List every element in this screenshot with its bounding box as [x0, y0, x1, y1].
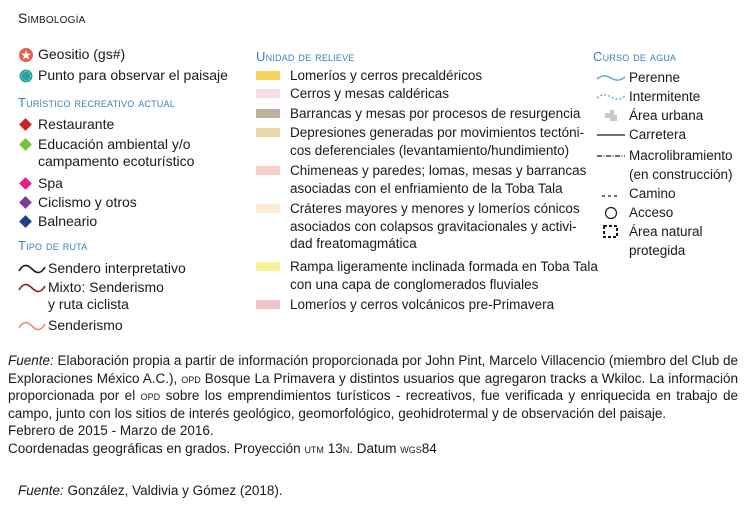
source-note	[8, 352, 738, 458]
relieve-label: cos deferenciales (levantamiento/hundimiento)	[290, 142, 570, 158]
relieve-item	[256, 85, 449, 103]
legend-title: Simbología	[18, 10, 86, 26]
projection-info: Coordenadas geográficas en grados. Proyección utm 13n. Datum wgs84	[8, 440, 437, 456]
relieve-item	[256, 105, 580, 123]
restaurant-icon	[19, 118, 32, 131]
relieve-swatch	[256, 109, 280, 118]
ruta-heading: Tipo de ruta	[18, 238, 88, 253]
legend-item-macrolibramiento: Macrolibramiento (en construcción)	[593, 146, 733, 184]
intermittent-stream-icon	[593, 87, 629, 106]
mixed-route-icon	[18, 279, 48, 296]
geosite-icon	[18, 46, 38, 63]
relieve-swatch	[256, 166, 280, 175]
relieve-label: Depresiones generadas por movimientos tectóni-	[290, 125, 585, 140]
relieve-label: Cráteres mayores y menores y lomeríos cónicos	[290, 201, 580, 216]
relieve-label: con una capa de conglomerados fluviales	[290, 276, 539, 292]
footer-source: Fuente: González, Valdivia y Gómez (2018).	[18, 483, 283, 498]
relieve-item	[256, 67, 482, 85]
legend-item-sendero-interpretativo: Sendero interpretativo	[18, 260, 186, 277]
relieve-item	[256, 258, 598, 293]
path-icon	[593, 184, 629, 203]
access-icon	[593, 203, 629, 222]
spa-icon	[19, 177, 32, 190]
curso-heading: Curso de agua	[593, 49, 677, 64]
relieve-swatch	[256, 71, 280, 80]
relieve-item	[256, 296, 554, 314]
relieve-swatch	[256, 262, 280, 271]
relieve-swatch	[256, 204, 280, 213]
relieve-label: dad freatomagmática	[290, 236, 417, 251]
road-icon	[593, 125, 629, 144]
interpretive-trail-icon	[18, 260, 48, 277]
legend-item-intermitente: Intermitente	[593, 87, 700, 106]
legend-item-area-urbana: Área urbana	[593, 106, 703, 125]
relieve-label: Chimeneas y paredes; lomas, mesas y barrancas	[290, 163, 587, 178]
protected-area-icon	[593, 222, 629, 241]
relieve-label: Lomeríos y cerros precaldéricos	[290, 68, 483, 83]
date-range: Febrero de 2015 - Marzo de 2016.	[8, 423, 214, 439]
relieve-label: asociadas con el enfriamiento de la Toba Tala	[290, 180, 563, 196]
legend-item-ciclismo: Ciclismo y otros	[18, 194, 137, 211]
legend-item-viewpoint: Punto para observar el paisaje	[18, 67, 228, 84]
legend-item-geosite: Geositio (gs#)	[18, 46, 125, 63]
hiking-route-icon	[18, 317, 48, 334]
spa-resort-icon	[19, 215, 32, 228]
relieve-item	[256, 162, 586, 197]
legend-item-area-natural: Área natural protegida	[593, 222, 703, 260]
legend-item-educacion: Educación ambiental y/o campamento ecoturístico	[18, 136, 218, 170]
viewpoint-icon	[18, 67, 38, 84]
legend-item-spa: Spa	[18, 175, 63, 192]
perennial-stream-icon	[593, 68, 629, 87]
relieve-swatch	[256, 128, 280, 137]
relieve-label: Barrancas y mesas por procesos de resurgencia	[290, 106, 581, 121]
legend-item-camino: Camino	[593, 184, 676, 203]
legend-item-acceso: Acceso	[593, 203, 673, 222]
legend-item-restaurante: Restaurante	[18, 116, 114, 133]
source-note-body: Fuente: Elaboración propia a partir de información proporcionada por John Pint, Marcelo Villacencio (miembro del Club de Exploraciones México A.C.), opd Bosque La Primavera y distintos usuarios que agregaron tracks a Wkiloc. La información proporcionada por el opd sobre los emprendimientos turísticos - recreativos, fue verificada y enriquecida en trabajo de campo, junto con los sitios de interés geológico, geomorfológico, geohidrotermal y de observación del paisaje.	[8, 353, 738, 421]
cycling-icon	[19, 196, 32, 209]
relieve-swatch	[256, 300, 280, 309]
relieve-item	[256, 124, 584, 159]
urban-area-icon	[593, 106, 629, 125]
macrolibramiento-icon	[593, 146, 629, 165]
legend-item-balneario: Balneario	[18, 213, 97, 230]
relieve-label: Lomeríos y cerros volcánicos pre-Primavera	[290, 297, 555, 312]
relieve-swatch	[256, 89, 280, 98]
legend-item-mixto: Mixto: Senderismo y ruta ciclista	[18, 279, 164, 313]
legend-item-perenne: Perenne	[593, 68, 680, 87]
legend-item-senderismo: Senderismo	[18, 317, 123, 334]
education-camp-icon	[19, 138, 32, 151]
relieve-heading: Unidad de relieve	[256, 49, 355, 64]
relieve-label: Cerros y mesas caldéricas	[290, 86, 450, 101]
relieve-label: Rampa ligeramente inclinada formada en Toba Tala	[290, 259, 598, 274]
relieve-item	[256, 200, 580, 253]
legend-item-carretera: Carretera	[593, 125, 686, 144]
relieve-label: asociados con colapsos gravitacionales y activi-	[290, 218, 577, 234]
turistico-heading: Turístico recreativo actual	[18, 95, 175, 110]
